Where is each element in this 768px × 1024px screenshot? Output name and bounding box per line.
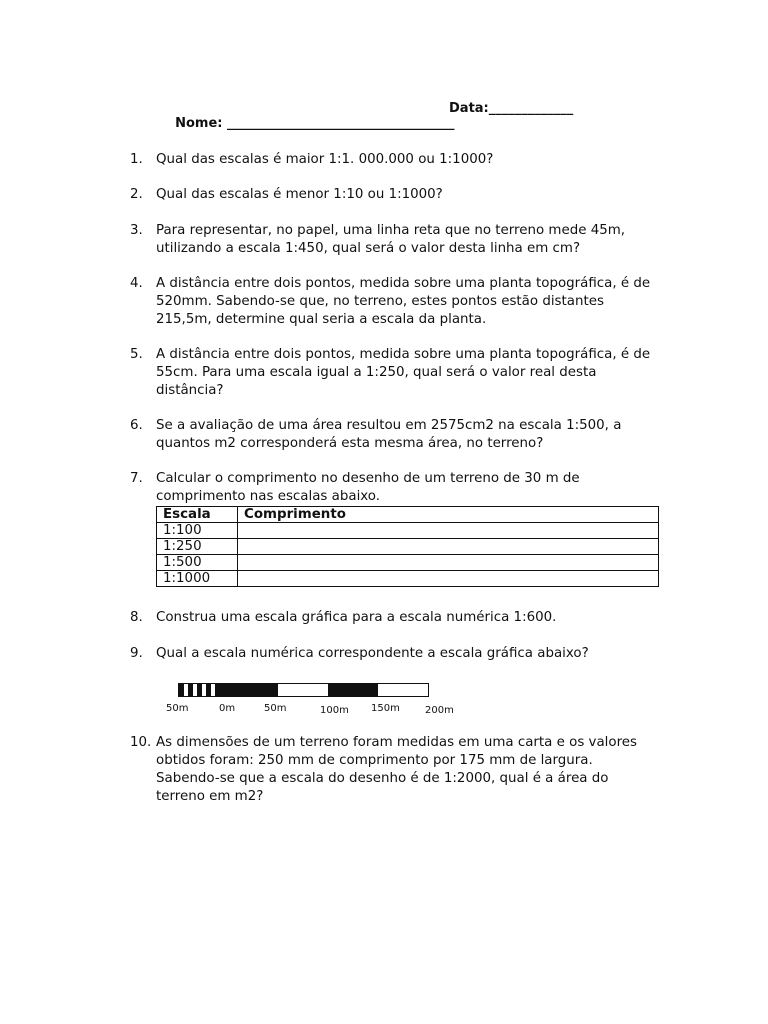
question-text: Qual das escalas é maior 1:1. 000.000 ou 1:1000? [156, 152, 494, 167]
question-text: A distância entre dois pontos, medida sobre uma planta topográfica, é de 55cm. Para uma escala igual a 1:250, qual será o valor real desta distância? [156, 347, 651, 398]
question-text: Construa uma escala gráfica para a escala numérica 1:600. [156, 610, 557, 625]
scale-label: 150m [371, 703, 400, 714]
nome-field: Nome: ___________________________________ [175, 116, 455, 131]
question-number: 2. [130, 187, 143, 202]
scale-segment-black [228, 684, 278, 696]
scale-label: 200m [425, 705, 454, 716]
question-text: As dimensões de um terreno foram medidas em uma carta e os valores obtidos foram: 250 mm de comprimento por 175 mm de largura. Sabendo-se que a escala do desenho é de 1:2000, qual é a área do terreno em m2? [156, 735, 638, 804]
graphic-scale-bar [178, 683, 429, 697]
scale-label: 0m [219, 703, 236, 714]
scale-table [156, 506, 659, 587]
scale-segment-white [378, 684, 428, 696]
question-number: 7. [130, 471, 143, 486]
table-cell-comprimento [238, 523, 659, 539]
scale-segment-white [278, 684, 328, 696]
table-cell-comprimento [238, 555, 659, 571]
table-header-row [157, 507, 659, 523]
scale-label: 50m [264, 703, 287, 714]
table-row [157, 571, 659, 587]
question-number: 6. [130, 418, 143, 433]
column-header-comprimento: Comprimento [238, 507, 659, 523]
table-cell-comprimento [238, 571, 659, 587]
question-number: 8. [130, 610, 143, 625]
question-number: 9. [130, 646, 143, 661]
scale-label: 50m [166, 703, 189, 714]
question-text: Qual a escala numérica correspondente a escala gráfica abaixo? [156, 646, 589, 661]
question-text: Para representar, no papel, uma linha reta que no terreno mede 45m, utilizando a escala 1:450, qual será o valor desta linha em cm? [156, 223, 626, 256]
data-field: Data:_____________ [449, 101, 574, 116]
question-number: 4. [130, 276, 143, 291]
question-number: 10. [130, 735, 152, 750]
table-cell-comprimento [238, 539, 659, 555]
scale-segment-black [215, 684, 228, 696]
table-row [157, 523, 659, 539]
question-number: 1. [130, 152, 143, 167]
table-cell-escala: 1:250 [157, 539, 238, 555]
question-number: 5. [130, 347, 143, 362]
table-cell-escala: 1:100 [157, 523, 238, 539]
question-number: 3. [130, 223, 143, 238]
question-text: A distância entre dois pontos, medida sobre uma planta topográfica, é de 520mm. Sabendo-se que, no terreno, estes pontos estão distantes 215,5m, determine qual seria a escala da planta. [156, 276, 651, 327]
question-text: Calcular o comprimento no desenho de um terreno de 30 m de comprimento nas escalas abaixo. [156, 471, 580, 504]
column-header-escala: Escala [157, 507, 238, 523]
table-row [157, 555, 659, 571]
scale-label: 100m [320, 705, 349, 716]
table-row [157, 539, 659, 555]
question-text: Qual das escalas é menor 1:10 ou 1:1000? [156, 187, 443, 202]
table-cell-escala: 1:1000 [157, 571, 238, 587]
question-text: Se a avaliação de uma área resultou em 2575cm2 na escala 1:500, a quantos m2 corresponderá esta mesma área, no terreno? [156, 418, 622, 451]
scale-segment-black [328, 684, 378, 696]
table-cell-escala: 1:500 [157, 555, 238, 571]
